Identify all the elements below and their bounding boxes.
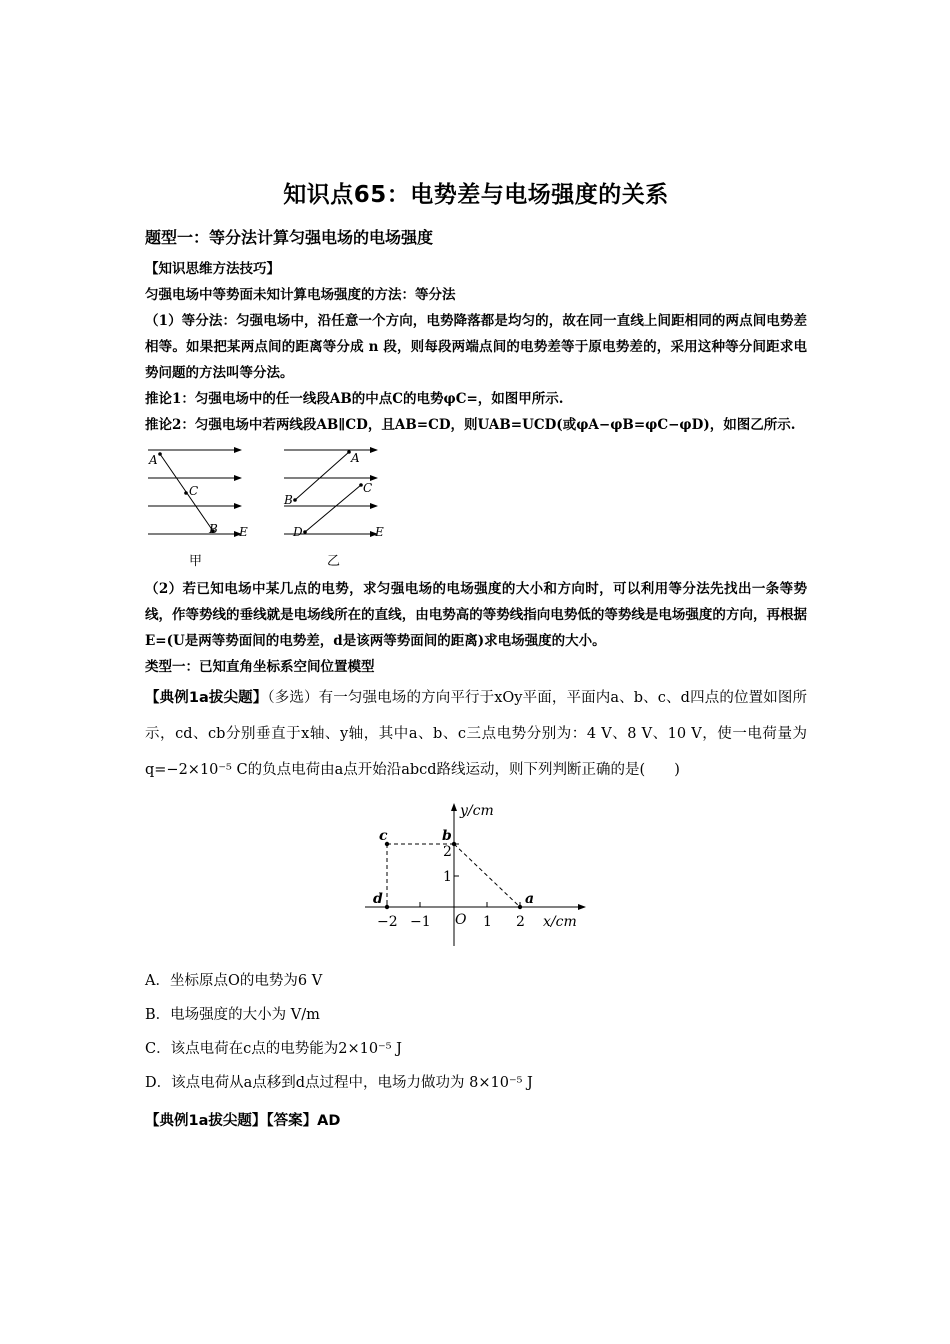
xtick-neg2: −2 [377, 914, 398, 930]
point-b-label: b [442, 828, 452, 844]
point-d [385, 905, 389, 909]
coordinate-figure [357, 796, 807, 960]
paragraph-1: （1）等分法：匀强电场中，沿任意一个方向，电势降落都是均匀的，故在同一直线上间距相同的两点间电势差相等。如果把某两点间的距离等分成 n 段，则每段两端点间的电势差等于原电势差的，采用这种等分间距求电势问题的方法叫等分法。 [145, 313, 807, 381]
question-text: （多选）有一匀强电场的方向平行于xOy平面，平面内a、b、c、d四点的位置如图所示，cd、cb分别垂直于x轴、y轴，其中a、b、c三点电势分别为：4 V、8 V、10 V，使一电荷量为q=−2×10⁻⁵ C的负点电荷由a点开始沿abcd路线运动，则下列判断正确的是( ) [145, 690, 807, 778]
label-d: D [293, 525, 303, 539]
page-title: 知识点65：电势差与电场强度的关系 [283, 182, 669, 208]
figure-jia-yi [145, 442, 807, 570]
xtick-1: 1 [483, 914, 492, 930]
paragraph-2: （2）若已知电场中某几点的电势，求匀强电场的电场强度的大小和方向时，可以利用等分法先找出一条等势线，作等势线的垂线就是电场线所在的直线，由电势高的等势线指向电势低的等势线是电场强度的方向，再根据E=(U是两等势面间的电势差，d是该两等势面间的距离)求电场强度的大小。 [145, 581, 807, 649]
label-c: C [189, 484, 199, 498]
option-b: B．电场强度的大小为 V/m [145, 1007, 320, 1023]
answer: 【典例1a拔尖题】【答案】AD [145, 1113, 341, 1129]
label-c: C [363, 481, 373, 495]
example-tag: 【典例1a拔尖题】 [145, 690, 268, 706]
option-c: C．该点电荷在c点的电势能为2×10⁻⁵ J [145, 1041, 402, 1057]
option-d: D．该点电荷从a点移到d点过程中，电场力做功为 8×10⁻⁵ J [145, 1075, 533, 1091]
coordinate-plot [357, 796, 597, 956]
xtick-2: 2 [516, 914, 525, 930]
caption-yi: 乙 [327, 554, 341, 569]
inference-2: 推论2：匀强电场中若两线段AB∥CD，且AB=CD，则UAB=UCD(或φA−φB=φC−φD)，如图乙所示. [145, 417, 796, 433]
label-b: B [284, 493, 293, 507]
label-e: E [239, 525, 248, 539]
ytick-2: 2 [443, 844, 452, 860]
point-a-label: a [525, 891, 535, 907]
label-b: B [209, 522, 218, 536]
y-axis-label: y/cm [460, 803, 494, 819]
document-page [145, 170, 807, 1138]
label-a: A [149, 453, 158, 467]
type-heading: 类型一：已知直角坐标系空间位置模型 [145, 659, 375, 675]
figure-yi [281, 442, 391, 570]
label-e: E [375, 525, 384, 539]
option-a: A．坐标原点O的电势为6 V [145, 973, 323, 989]
figure-jia [145, 442, 255, 570]
point-b [452, 842, 456, 846]
x-axis-label: x/cm [543, 914, 577, 930]
label-a: A [351, 451, 360, 465]
point-a [518, 905, 522, 909]
intro-text: 匀强电场中等势面未知计算电场强度的方法：等分法 [145, 287, 456, 303]
method-tag: 【知识思维方法技巧】 [145, 261, 280, 277]
xtick-neg1: −1 [410, 914, 431, 930]
ytick-1: 1 [443, 869, 452, 885]
point-c-label: c [379, 828, 388, 844]
section-heading: 题型一：等分法计算匀强电场的电场强度 [145, 228, 434, 247]
caption-jia: 甲 [189, 554, 203, 569]
origin-label: O [455, 912, 467, 928]
inference-1: 推论1：匀强电场中的任一线段AB的中点C的电势φC=，如图甲所示. [145, 391, 564, 407]
point-d-label: d [373, 891, 383, 907]
question [145, 680, 807, 788]
